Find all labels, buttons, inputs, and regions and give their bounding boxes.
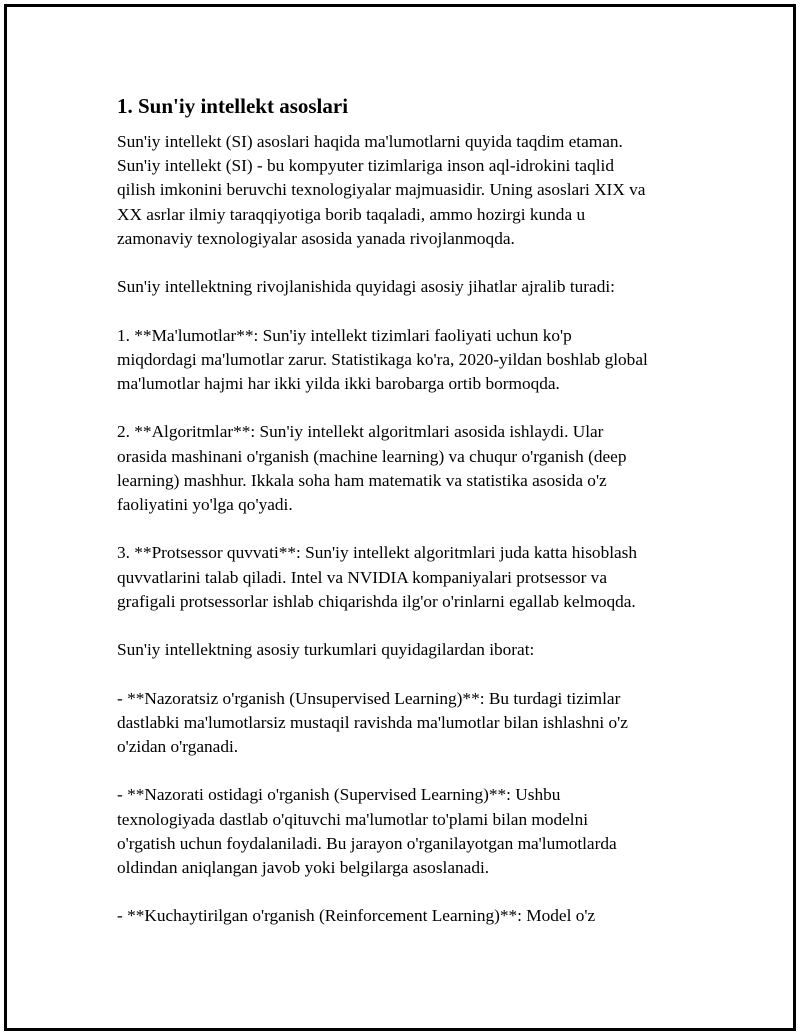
paragraph-categories-intro: Sun'iy intellektning asosiy turkumlari quyidagilardan iborat: bbox=[117, 640, 535, 660]
list-item-processor-power: 3. **Protsessor quvvati**: Sun'iy intellekt algoritmlari juda katta hisoblash quvvatlarini talab qiladi. Intel va NVIDIA kompaniyalari protsessor va grafigali protsessorlar ishlab chiqarishda ilg'or o'rinlarni egallab kelmoqda. bbox=[117, 543, 638, 611]
paragraph-intro: Sun'iy intellekt (SI) asoslari haqida ma'lumotlarni quyida taqdim etaman. Sun'iy intellekt (SI) - bu kompyuter tizimlariga inson aql-idrokini taqlid qilish imkonini beruvchi texnologiyalar majmuasidir. Uning asoslari XIX va XX asrlar ilmiy taraqqiyotiga borib taqaladi, ammo hozirgi kunda u zamonaviy texnologiyalar asosida yanada rivojlanmoqda. bbox=[117, 132, 646, 248]
document-heading: 1. Sun'iy intellekt asoslari bbox=[117, 94, 349, 118]
list-item-data: 1. **Ma'lumotlar**: Sun'iy intellekt tizimlari faoliyati uchun ko'p miqdordagi ma'lumotlar zarur. Statistikaga ko'ra, 2020-yildan boshlab global ma'lumotlar hajmi har ikki yilda ikki barobarga ortib bormoqda. bbox=[117, 325, 648, 393]
paragraph-aspects-intro: Sun'iy intellektning rivojlanishida quyidagi asosiy jihatlar ajralib turadi: bbox=[117, 277, 615, 297]
list-item-algorithms: 2. **Algoritmlar**: Sun'iy intellekt algoritmlari asosida ishlaydi. Ular orasida mashinani o'rganish (machine learning) va chuqur o'rganish (deep learning) mashhur. Ikkala soha ham matematik va statistika asosida o'z faoliyatini yo'lga qo'yadi. bbox=[117, 422, 627, 514]
list-item-supervised: - **Nazorati ostidagi o'rganish (Supervised Learning)**: Ushbu texnologiyada dastlab o'qituvchi ma'lumotlar to'plami bilan modelni o'rgatish uchun foydalaniladi. Bu jarayon o'rganilayotgan ma'lumotlarda oldindan aniqlangan javob yoki belgilarga asoslanadi. bbox=[117, 785, 617, 877]
list-item-unsupervised: - **Nazoratsiz o'rganish (Unsupervised Learning)**: Bu turdagi tizimlar dastlabki ma'lumotlarsiz mustaqil ravishda ma'lumotlar bilan ishlashni o'z o'zidan o'rganadi. bbox=[117, 688, 628, 756]
list-item-reinforcement: - **Kuchaytirilgan o'rganish (Reinforcement Learning)**: Model o'z bbox=[117, 906, 596, 926]
document-body bbox=[117, 92, 717, 929]
